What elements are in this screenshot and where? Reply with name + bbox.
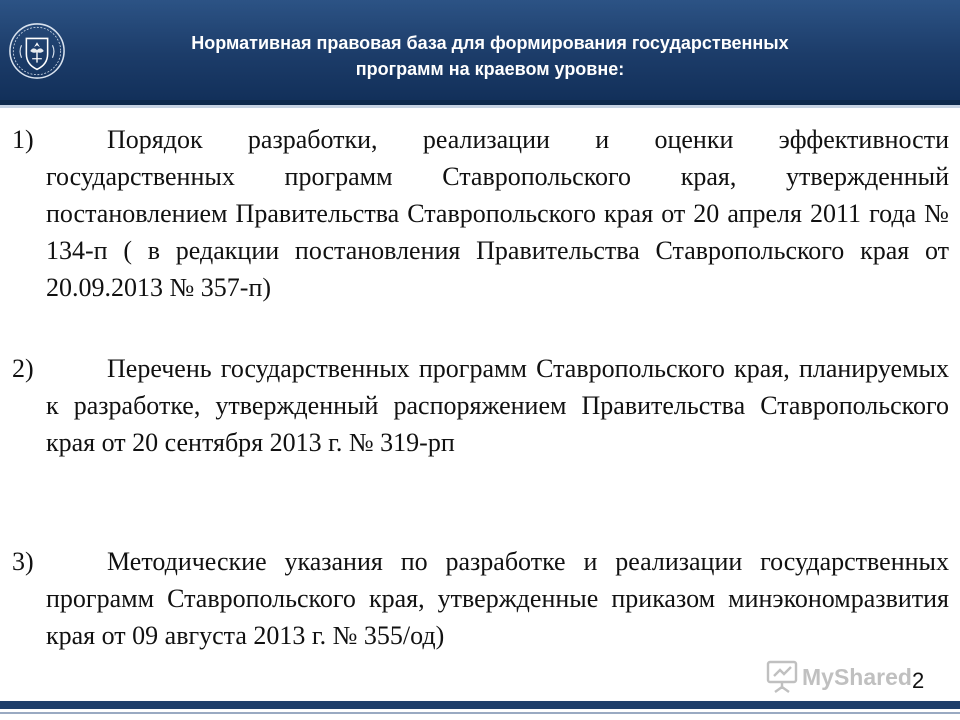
slide-title-line-1: Нормативная правовая база для формирования государственных (191, 33, 789, 53)
slide-number: 2 (912, 668, 925, 693)
svg-text:MyShared: MyShared (802, 664, 912, 690)
slide-title-line-2: программ на краевом уровне: (355, 59, 625, 79)
myshared-watermark (764, 656, 934, 696)
footer-bar (0, 701, 960, 709)
list-item-text: Перечень государственных программ Ставропольского края, планируемых к разработке, утвержденный распоряжением Правительства Ставропольского края от 20 сентября 2013 г. № 319-рп (46, 354, 949, 457)
list-item-text: Методические указания по разработке и реализации государственных программ Ставропольского края, утвержденные приказом минэкономразвития края от 09 августа 2013 г. № 355/од) (46, 547, 949, 650)
list-item-text: Порядок разработки, реализации и оценки эффективности государственных программ Ставропольского края, утвержденный постановлением Правительства Ставропольского края от 20 апреля 2011 года № 134-п ( в редакции постановления Правительства Ставропольского края от 20.09.2013 № 357-п) (46, 125, 949, 302)
list-item (12, 350, 949, 461)
presentation-board-icon (768, 662, 796, 692)
list-item (12, 543, 949, 654)
list-item-number: 1) (12, 125, 34, 154)
list-item (12, 121, 949, 306)
list-item-number: 2) (12, 354, 34, 383)
list-item-number: 3) (12, 547, 34, 576)
footer-divider (0, 712, 960, 714)
